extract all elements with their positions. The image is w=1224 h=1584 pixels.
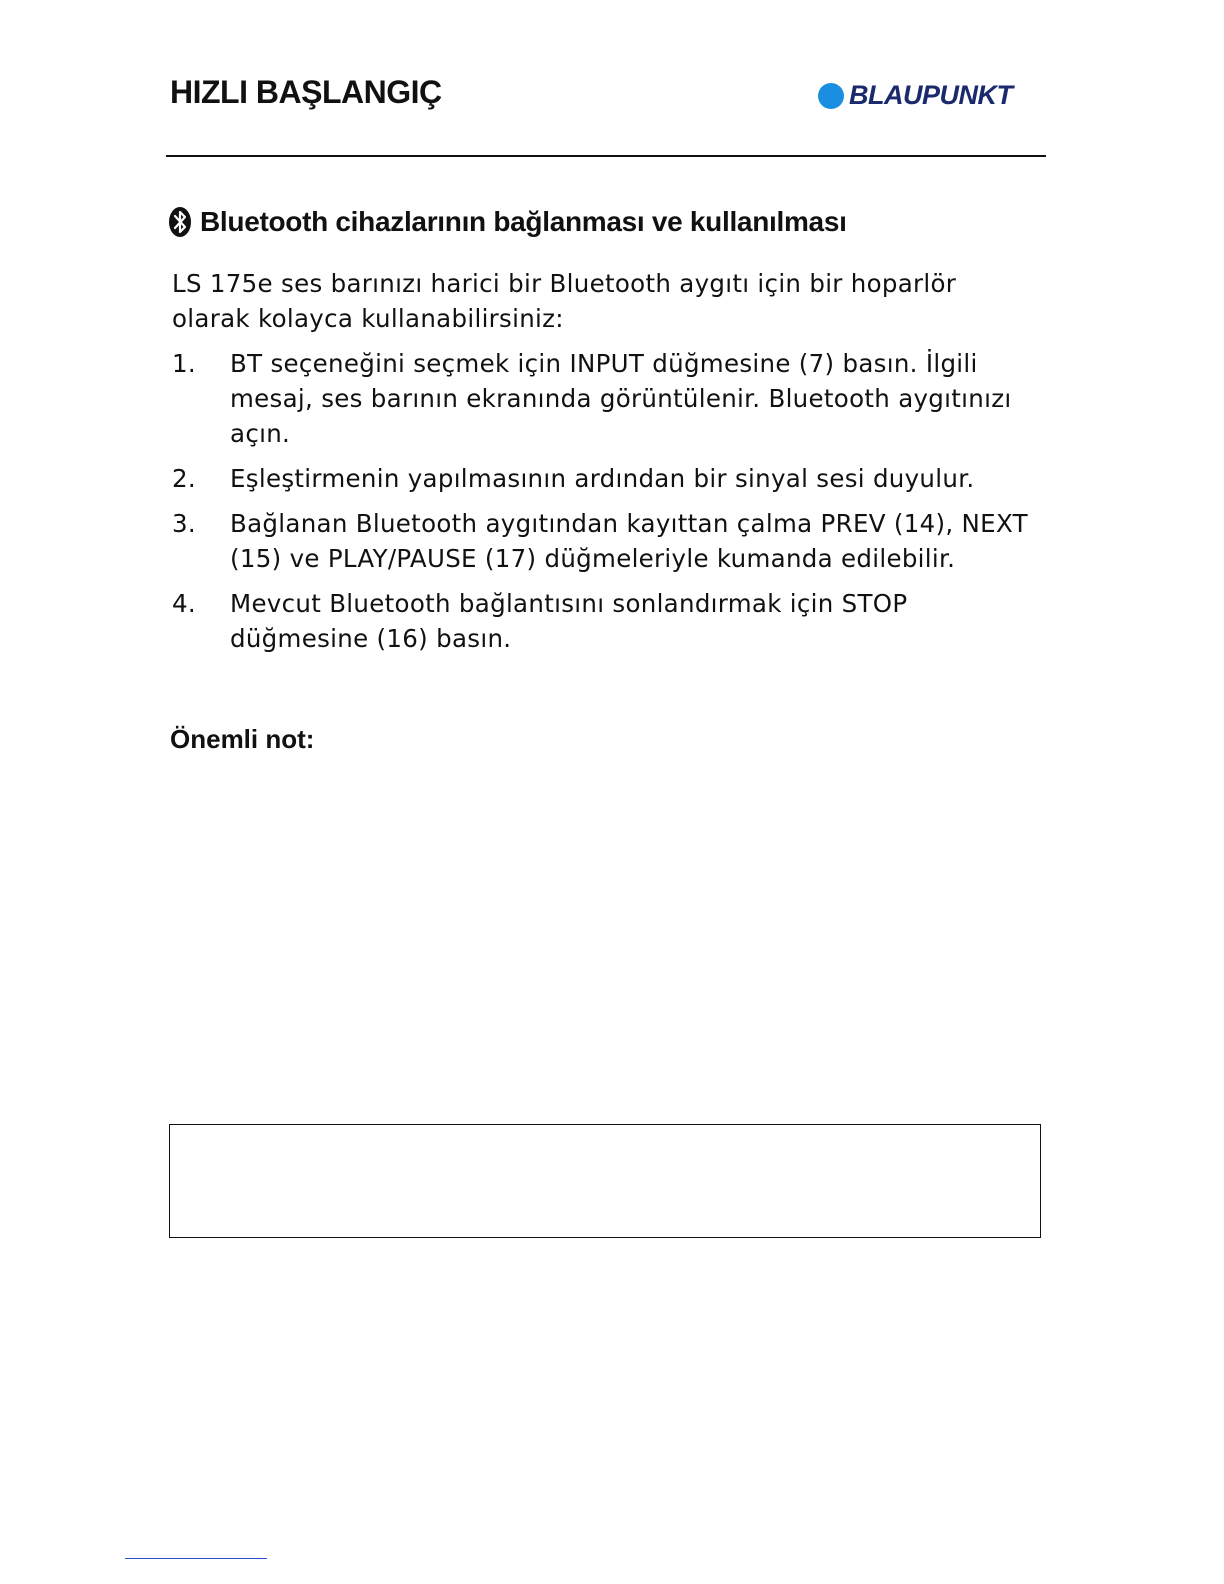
step-number: 3.: [172, 509, 196, 538]
step-number: 4.: [172, 589, 196, 618]
step-text: BT seçeneğini seçmek için INPUT düğmesine (7) basın. İlgili mesaj, ses barının ekranında görüntülenir. Bluetooth aygıtınızı açın.: [230, 349, 1012, 448]
step-number: 2.: [172, 464, 196, 493]
page-title: HIZLI BAŞLANGIÇ: [170, 74, 442, 110]
step-text: Bağlanan Bluetooth aygıtından kayıttan çalma PREV (14), NEXT (15) ve PLAY/PAUSE (17) düğmeleriyle kumanda edilebilir.: [230, 509, 1028, 573]
brand-name: BLAUPUNKT: [849, 80, 1013, 110]
step-text: Eşleştirmenin yapılmasının ardından bir sinyal sesi duyulur.: [230, 464, 975, 493]
list-item: [172, 586, 1050, 656]
note-heading: Önemli not:: [170, 724, 315, 754]
footer-rule: [125, 1558, 267, 1559]
intro-paragraph: LS 175e ses barınızı harici bir Bluetooth aygıtı için bir hoparlör olarak kolayca kullanabilirsiniz:: [172, 269, 957, 333]
brand-dot-icon: [818, 83, 844, 109]
section-heading: [168, 206, 847, 238]
steps-list: [172, 346, 1050, 666]
list-item: [172, 461, 1050, 496]
header-divider: [166, 155, 1046, 157]
list-item: [172, 346, 1050, 451]
step-text: Mevcut Bluetooth bağlantısını sonlandırmak için STOP düğmesine (16) basın.: [230, 589, 908, 653]
brand-logo: [818, 80, 1013, 111]
section-heading-text: Bluetooth cihazlarının bağlanması ve kullanılması: [200, 206, 847, 237]
note-box: [169, 1124, 1041, 1238]
list-item: [172, 506, 1050, 576]
bluetooth-icon: [168, 206, 192, 238]
step-number: 1.: [172, 349, 196, 378]
